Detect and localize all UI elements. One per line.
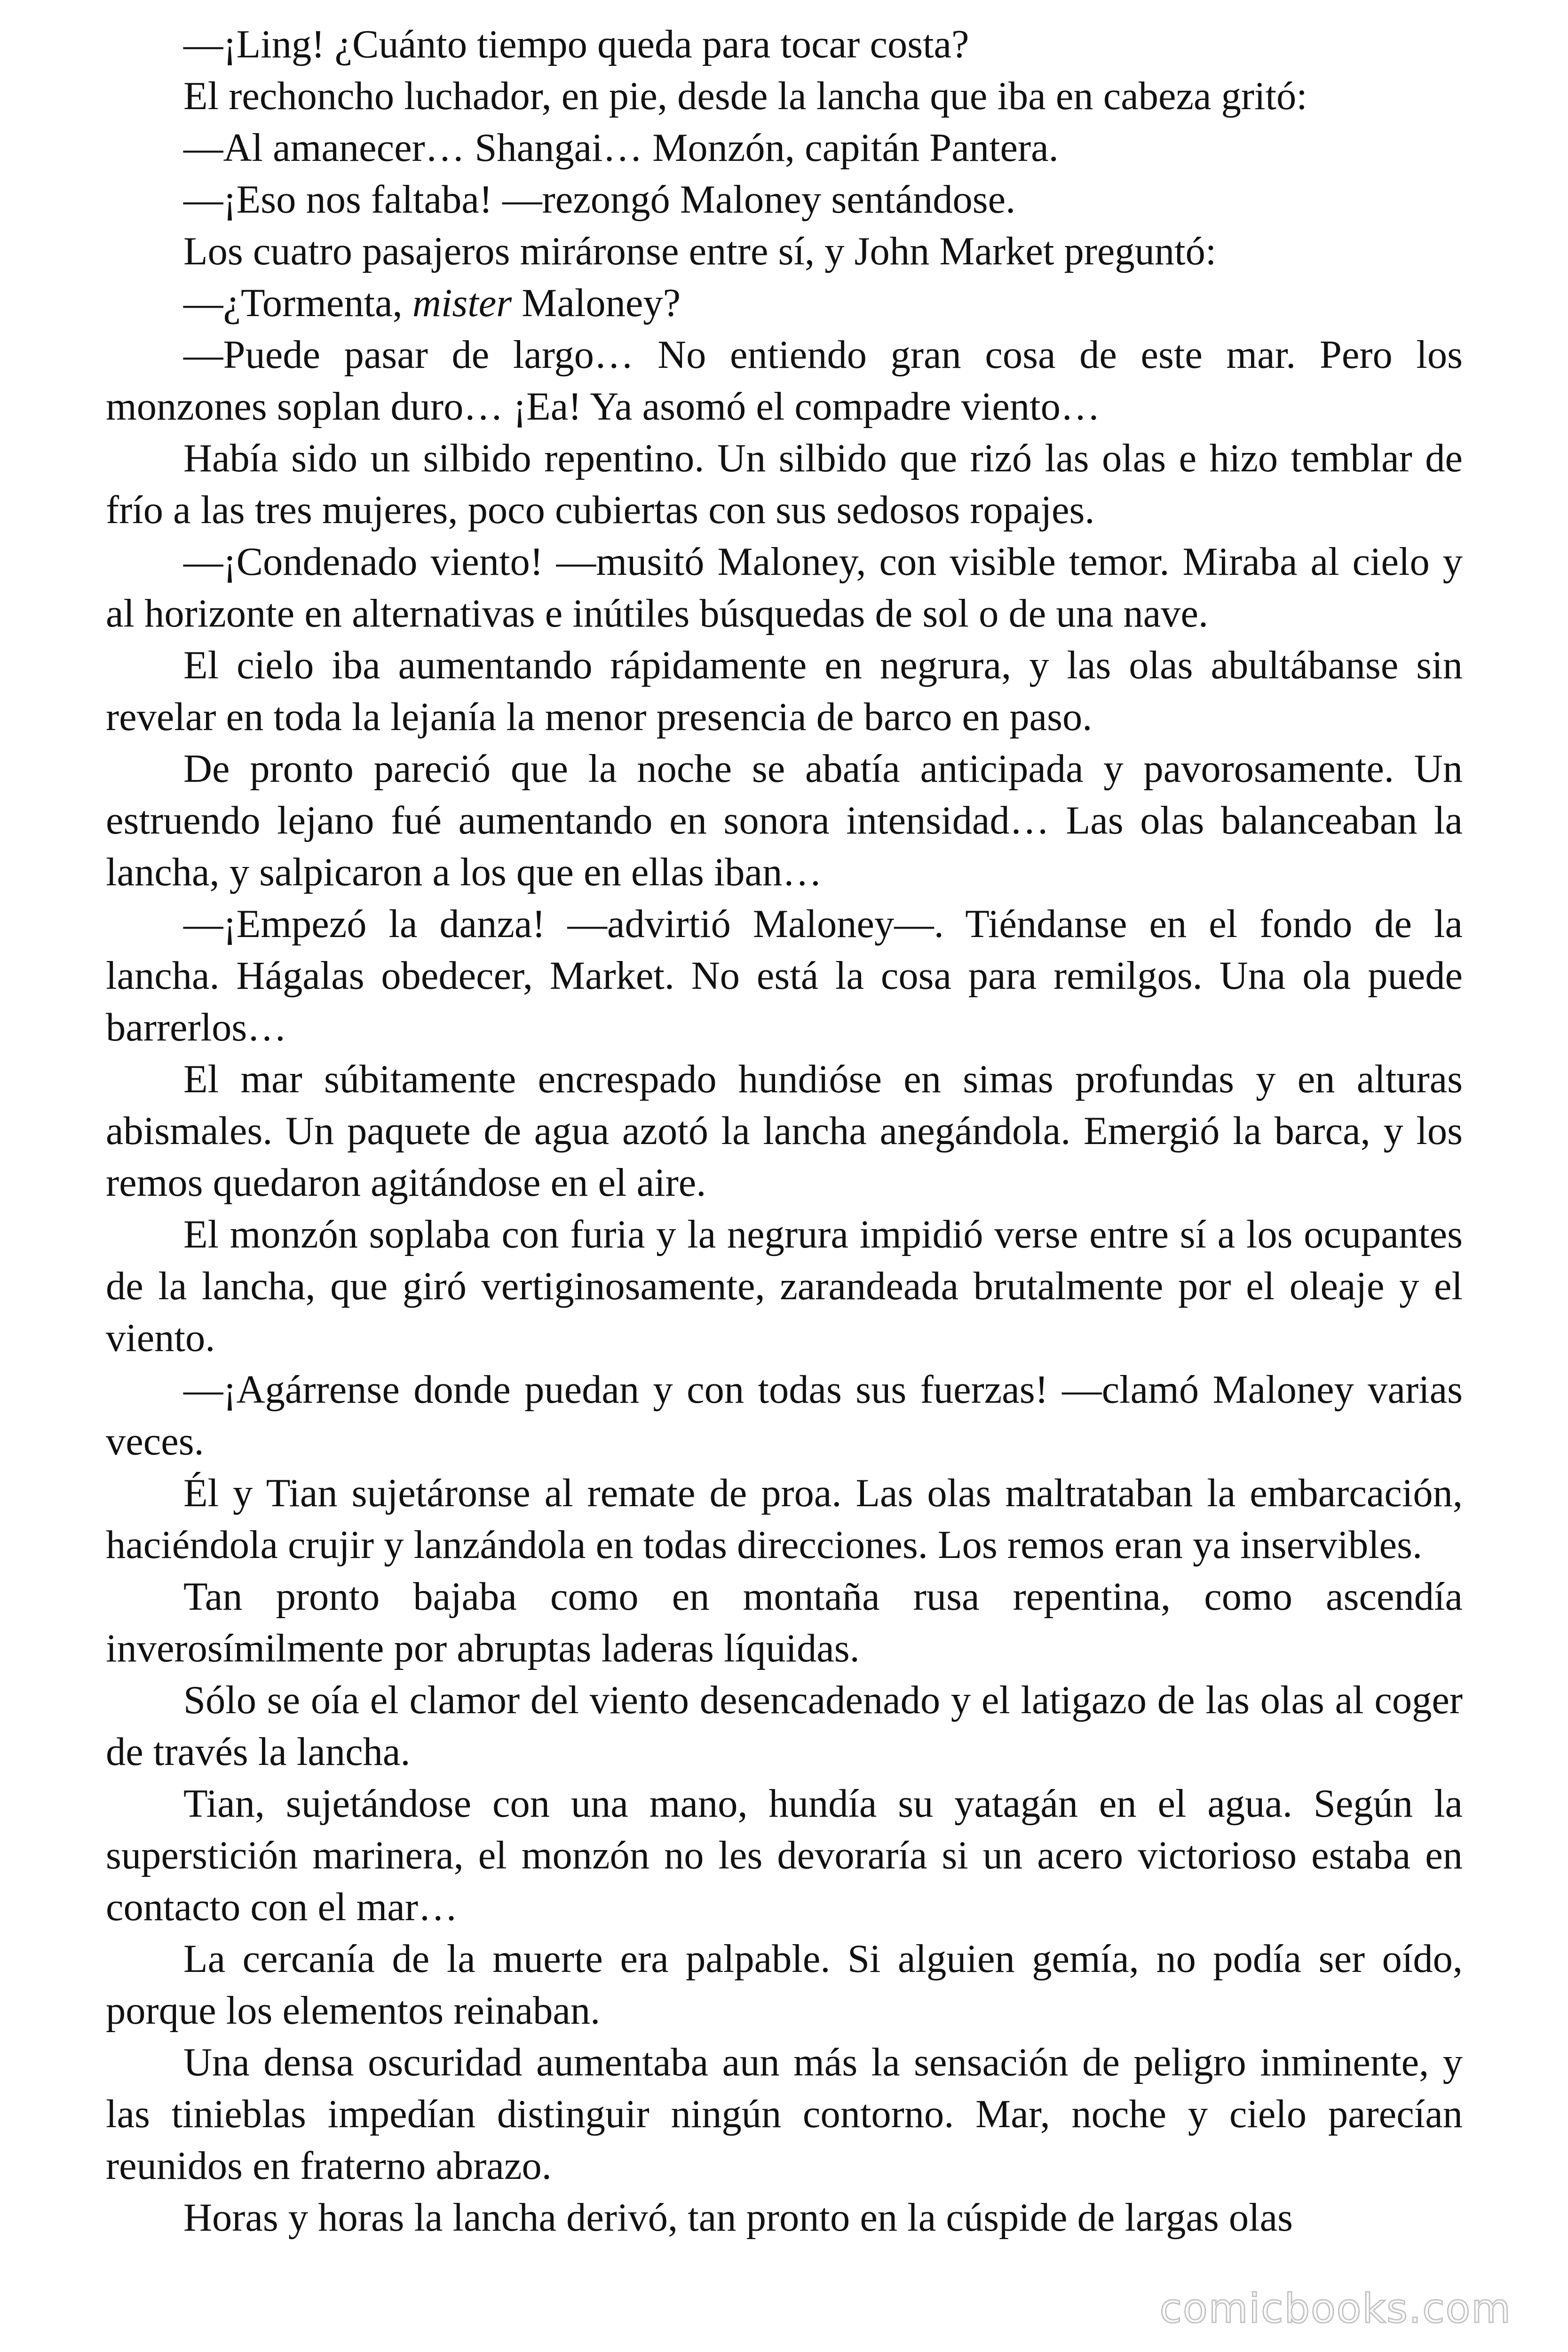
paragraph: El mar súbitamente encrespado hundióse en simas profundas y en alturas abismales. Un paquete de agua azotó la lancha anegándola. Emergió la barca, y los remos quedaron agitándose en el aire. bbox=[106, 1057, 1463, 1205]
paragraph: Él y Tian sujetáronse al remate de proa. Las olas maltrataban la embarcación, haciéndola crujir y lanzándola en todas direcciones. Los remos eran ya inservibles. bbox=[106, 1471, 1463, 1567]
paragraph: El cielo iba aumentando rápidamente en negrura, y las olas abultábanse sin revelar en toda la lejanía la menor presencia de barco en paso. bbox=[106, 644, 1463, 739]
paragraph: Sólo se oía el clamor del viento desencadenado y el latigazo de las olas al coger de través la lancha. bbox=[106, 1678, 1463, 1774]
paragraph: —Puede pasar de largo… No entiendo gran cosa de este mar. Pero los monzones soplan duro… ¡Ea! Ya asomó el compadre viento… bbox=[106, 333, 1463, 429]
watermark: comicbooks.com bbox=[1159, 2285, 1512, 2332]
paragraph: Horas y horas la lancha derivó, tan pronto en la cúspide de largas olas bbox=[183, 2196, 1293, 2240]
paragraph: Tian, sujetándose con una mano, hundía su yatagán en el agua. Según la superstición marinera, el monzón no les devoraría si un acero victorioso estaba en contacto con el mar… bbox=[106, 1782, 1463, 1929]
paragraph: —¡Condenado viento! —musitó Maloney, con visible temor. Miraba al cielo y al horizonte en alternativas e inútiles búsquedas de sol o de una nave. bbox=[106, 540, 1463, 636]
paragraph: El rechoncho luchador, en pie, desde la lancha que iba en cabeza gritó: bbox=[183, 74, 1307, 118]
paragraph: —¡Eso nos faltaba! —rezongó Maloney sentándose. bbox=[183, 178, 1016, 222]
body-text bbox=[106, 19, 1463, 2244]
paragraph: Había sido un silbido repentino. Un silbido que rizó las olas e hizo temblar de frío a las tres mujeres, poco cubiertas con sus sedosos ropajes. bbox=[106, 437, 1463, 532]
paragraph: —¡Ling! ¿Cuánto tiempo queda para tocar costa? bbox=[183, 23, 969, 66]
paragraph: —¿Tormenta, mister Maloney? bbox=[183, 281, 681, 325]
paragraph: —Al amanecer… Shangai… Monzón, capitán Pantera. bbox=[183, 126, 1059, 170]
paragraph: —¡Agárrense donde puedan y con todas sus fuerzas! —clamó Maloney varias veces. bbox=[106, 1368, 1463, 1463]
paragraph: Los cuatro pasajeros miráronse entre sí, y John Market preguntó: bbox=[183, 230, 1217, 273]
italic-word: mister bbox=[412, 281, 512, 325]
paragraph: La cercanía de la muerte era palpable. Si alguien gemía, no podía ser oído, porque los elementos reinaban. bbox=[106, 1937, 1463, 2033]
paragraph: El monzón soplaba con furia y la negrura impidió verse entre sí a los ocupantes de la lancha, que giró vertiginosamente, zarandeada brutalmente por el oleaje y el viento. bbox=[106, 1213, 1463, 1360]
paragraph: De pronto pareció que la noche se abatía anticipada y pavorosamente. Un estruendo lejano fué aumentando en sonora intensidad… Las olas balanceaban la lancha, y salpicaron a los que en ellas iban… bbox=[106, 747, 1463, 894]
paragraph: —¡Empezó la danza! —advirtió Maloney—. Tiéndanse en el fondo de la lancha. Hágalas obedecer, Market. No está la cosa para remilgos. Una ola puede barrerlos… bbox=[106, 902, 1463, 1049]
paragraph: Tan pronto bajaba como en montaña rusa repentina, como ascendía inverosímilmente por abruptas laderas líquidas. bbox=[106, 1575, 1463, 1670]
paragraph: Una densa oscuridad aumentaba aun más la sensación de peligro inminente, y las tinieblas impedían distinguir ningún contorno. Mar, noche y cielo parecían reunidos en fraterno abrazo. bbox=[106, 2041, 1463, 2188]
